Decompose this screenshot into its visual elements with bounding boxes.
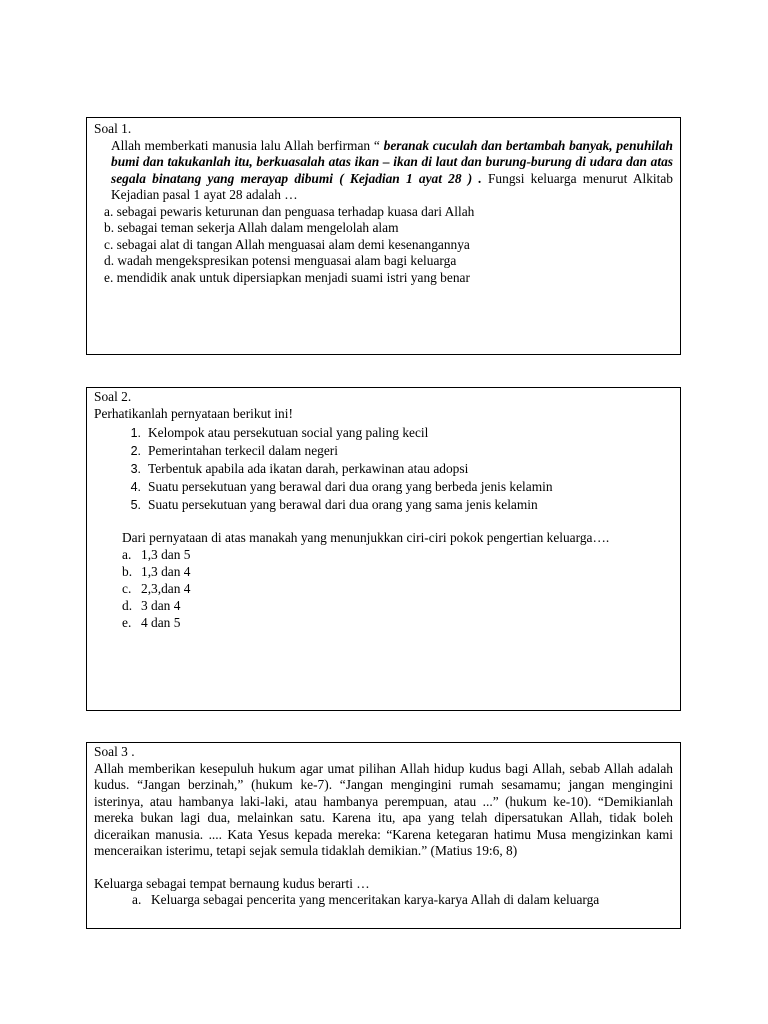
- option-text: 1,3 dan 5: [141, 547, 191, 562]
- option-text: Keluarga sebagai pencerita yang menceritakan karya-karya Allah di dalam keluarga: [151, 892, 600, 907]
- statement-number: 1.: [130, 426, 141, 440]
- statement-number: 3.: [130, 462, 141, 476]
- question-3-question: Keluarga sebagai tempat bernaung kudus berarti …: [94, 875, 370, 891]
- statement-text: Suatu persekutuan yang berawal dari dua orang yang sama jenis kelamin: [148, 497, 538, 512]
- question-2-box: [86, 387, 681, 711]
- question-3-box: [86, 742, 681, 929]
- statement-item: [94, 425, 673, 442]
- question-1-option-a[interactable]: a. sebagai pewaris keturunan dan penguasa terhadap kuasa dari Allah: [104, 203, 475, 219]
- option-letter: d.: [122, 598, 133, 613]
- statement-text: Terbentuk apabila ada ikatan darah, perkawinan atau adopsi: [148, 461, 469, 476]
- question-1-box: [86, 117, 681, 355]
- question-1-option-b[interactable]: b. sebagai teman sekerja Allah dalam mengelolah alam: [104, 220, 399, 235]
- statement-item: [94, 443, 673, 460]
- question-3-option-a[interactable]: [132, 892, 673, 909]
- question-2-option-e[interactable]: [122, 614, 673, 631]
- option-letter: a.: [132, 892, 142, 907]
- option-letter: e.: [122, 615, 132, 630]
- question-2-question: Dari pernyataan di atas manakah yang menunjukkan ciri-ciri pokok pengertian keluarga….: [122, 529, 610, 545]
- question-1-stem: [111, 138, 673, 204]
- option-letter: b.: [122, 564, 133, 579]
- question-1-option-d[interactable]: d. wadah mengekspresikan potensi menguasai alam bagi keluarga: [104, 253, 457, 268]
- question-1-stem-question: Fungsi keluarga menurut Alkitab Kejadian pasal 1 ayat 28 adalah …: [111, 170, 673, 202]
- option-text: 4 dan 5: [141, 615, 181, 630]
- question-3-header: Soal 3 .: [94, 744, 135, 759]
- statement-text: Kelompok atau persekutuan social yang paling kecil: [148, 425, 429, 440]
- statement-number: 5.: [130, 498, 141, 512]
- question-1-option-e[interactable]: e. mendidik anak untuk dipersiapkan menjadi suami istri yang benar: [104, 269, 470, 285]
- question-1-stem-intro: Allah memberkati manusia lalu Allah berfirman “: [111, 137, 384, 153]
- question-2-option-b[interactable]: [122, 563, 673, 580]
- statement-text: Pemerintahan terkecil dalam negeri: [148, 443, 338, 458]
- question-2-options: [122, 546, 673, 631]
- question-2-option-d[interactable]: [122, 597, 673, 614]
- statement-number: 4.: [130, 480, 141, 494]
- question-3-passage: Allah memberikan kesepuluh hukum agar umat pilihan Allah hidup kudus bagi Allah, sebab Allah adalah kudus. “Jangan berzinah,” (hukum ke-7). “Jangan mengingini rumah sesamamu; jangan mengingini isterinya, atau hambanya laki-laki, atau hambanya perempuan, atau ...” (hukum ke-10). “Demikianlah mereka bukan lagi dua, melainkan satu. Karena itu, apa yang telah dipersatukan Allah, tidak boleh diceraikan manusia. .... Kata Yesus kepada mereka: “Karena ketegaran hatimu Musa mengizinkan kami menceraikan isterimu, tetapi sejak semula tidaklah demikian.” (Matius 19:6, 8): [94, 760, 673, 858]
- statement-item: [94, 461, 673, 478]
- question-1-option-c[interactable]: c. sebagai alat di tangan Allah menguasai alam demi kesenangannya: [104, 236, 470, 252]
- option-text: 1,3 dan 4: [141, 564, 191, 579]
- statement-item: [94, 479, 673, 496]
- option-text: 2,3,dan 4: [141, 581, 191, 596]
- question-3-options: [132, 892, 673, 909]
- question-1-options: [104, 204, 673, 287]
- question-2-option-c[interactable]: [122, 580, 673, 597]
- question-1-stem-quote: beranak cuculah dan bertambah banyak, penuhilah bumi dan takukanlah itu, berkuasalah atas ikan – ikan di laut dan burung-burung di udara dan atas segala binatang yang merayap dibumi ( Kejadian 1 ayat 28 ) .: [111, 137, 673, 186]
- option-text: 3 dan 4: [141, 598, 181, 613]
- question-2-intro: Perhatikanlah pernyataan berikut ini!: [94, 405, 293, 421]
- statement-item: [94, 497, 673, 514]
- statement-text: Suatu persekutuan yang berawal dari dua orang yang berbeda jenis kelamin: [148, 479, 553, 494]
- question-1-header: Soal 1.: [94, 121, 132, 136]
- question-2-header: Soal 2.: [94, 389, 132, 404]
- question-2-option-a[interactable]: [122, 546, 673, 563]
- option-letter: c.: [122, 581, 132, 596]
- question-2-statements: [94, 425, 673, 514]
- statement-number: 2.: [130, 444, 141, 458]
- option-letter: a.: [122, 547, 132, 562]
